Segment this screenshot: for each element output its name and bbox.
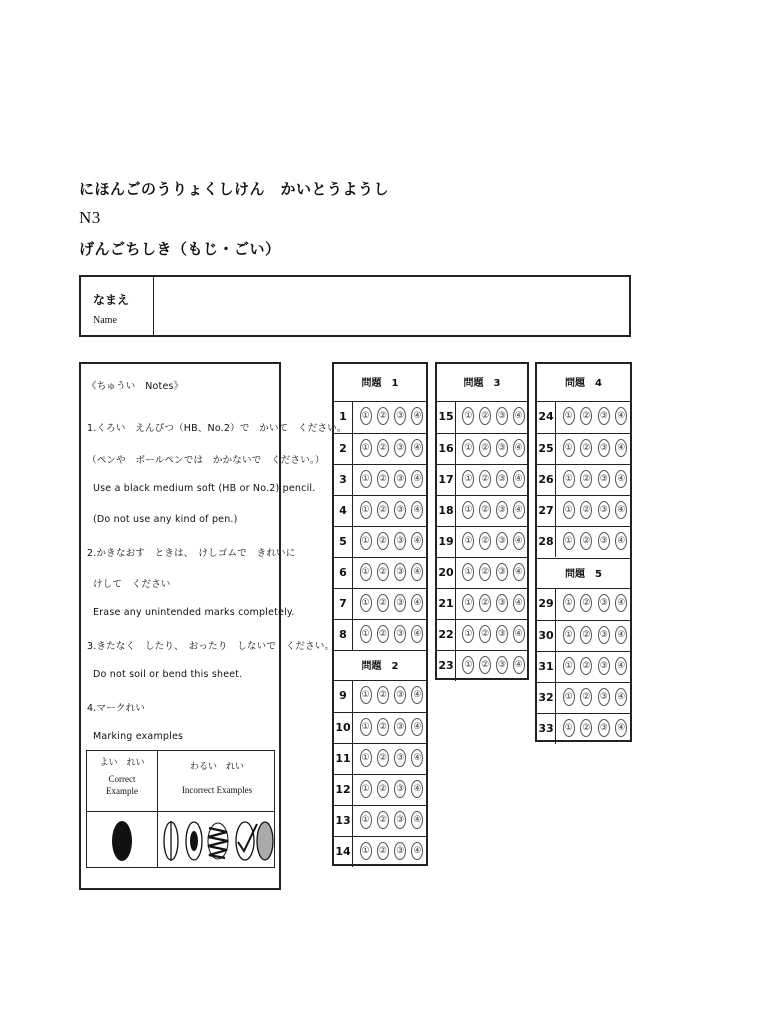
- answer-row: [334, 774, 426, 805]
- answer-bubble-2[interactable]: ②: [479, 625, 491, 643]
- answer-bubble-1[interactable]: ①: [360, 501, 372, 519]
- answer-row: [334, 464, 426, 495]
- answer-bubble-2[interactable]: ②: [377, 594, 389, 612]
- sheet-title: にほんごのうりょくしけん かいとうようし: [79, 180, 390, 198]
- question-number: 33: [537, 714, 556, 744]
- answer-bubble-4[interactable]: ④: [411, 470, 423, 488]
- answer-bubble-2[interactable]: ②: [580, 594, 592, 612]
- question-number: 22: [437, 620, 456, 650]
- question-number: 15: [437, 402, 456, 433]
- question-number: 13: [334, 806, 353, 836]
- answer-bubble-3[interactable]: ③: [496, 501, 508, 519]
- answer-row: [437, 402, 527, 433]
- answer-bubble-2[interactable]: ②: [479, 407, 491, 425]
- answer-bubble-2[interactable]: ②: [479, 656, 491, 674]
- incorrect-marks-icon: [161, 818, 275, 864]
- answer-bubble-4[interactable]: ④: [411, 686, 423, 704]
- answer-bubble-2[interactable]: ②: [479, 563, 491, 581]
- answer-bubble-2[interactable]: ②: [377, 780, 389, 798]
- answer-bubble-3[interactable]: ③: [394, 780, 406, 798]
- answer-row: [537, 682, 630, 713]
- answer-bubble-1[interactable]: ①: [563, 688, 575, 706]
- subject-label: げんごちしき（もじ・ごい）: [79, 240, 281, 258]
- answer-bubble-2[interactable]: ②: [377, 407, 389, 425]
- answer-bubble-1[interactable]: ①: [360, 625, 372, 643]
- answer-row: [334, 681, 426, 712]
- answer-bubble-3[interactable]: ③: [394, 625, 406, 643]
- answer-bubble-2[interactable]: ②: [580, 501, 592, 519]
- question-number: 18: [437, 496, 456, 526]
- answer-bubble-1[interactable]: ①: [462, 563, 474, 581]
- answer-bubble-4[interactable]: ④: [615, 439, 627, 457]
- answer-row: [537, 402, 630, 433]
- name-label-jp: なまえ: [93, 293, 130, 307]
- answer-bubble-2[interactable]: ②: [580, 407, 592, 425]
- question-number: 27: [537, 496, 556, 526]
- section-title: 問題 2: [334, 650, 426, 681]
- name-label-cell: [81, 277, 154, 335]
- answer-bubble-3[interactable]: ③: [394, 532, 406, 550]
- answer-bubble-1[interactable]: ①: [563, 439, 575, 457]
- answer-bubble-4[interactable]: ④: [615, 532, 627, 550]
- answer-bubble-4[interactable]: ④: [513, 656, 525, 674]
- answer-bubble-2[interactable]: ②: [580, 626, 592, 644]
- question-number: 4: [334, 496, 353, 526]
- answer-bubble-1[interactable]: ①: [462, 656, 474, 674]
- answer-bubble-4[interactable]: ④: [615, 657, 627, 675]
- answer-bubble-2[interactable]: ②: [580, 470, 592, 488]
- answer-bubble-1[interactable]: ①: [360, 749, 372, 767]
- answer-bubble-1[interactable]: ①: [360, 532, 372, 550]
- answer-bubble-1[interactable]: ①: [462, 594, 474, 612]
- question-number: 14: [334, 837, 353, 867]
- answer-bubble-4[interactable]: ④: [615, 688, 627, 706]
- question-number: 11: [334, 744, 353, 774]
- answer-bubble-4[interactable]: ④: [615, 501, 627, 519]
- answer-row: [334, 495, 426, 526]
- answer-bubble-3[interactable]: ③: [496, 532, 508, 550]
- answer-bubble-4[interactable]: ④: [513, 470, 525, 488]
- name-box: [79, 275, 631, 337]
- answer-bubble-2[interactable]: ②: [479, 594, 491, 612]
- answer-bubble-2[interactable]: ②: [377, 501, 389, 519]
- question-number: 30: [537, 621, 556, 651]
- note-line: 4.マークれい: [87, 703, 145, 714]
- good-example-en-2: Example: [106, 786, 138, 796]
- answer-bubble-2[interactable]: ②: [580, 532, 592, 550]
- answer-row: [537, 651, 630, 682]
- answer-row: [437, 588, 527, 619]
- answer-bubble-4[interactable]: ④: [411, 439, 423, 457]
- answer-row: [537, 433, 630, 464]
- answer-bubble-3[interactable]: ③: [394, 842, 406, 860]
- answer-bubble-4[interactable]: ④: [411, 811, 423, 829]
- note-line: （ペンや ボールペンでは かかないで ください。）: [87, 455, 325, 466]
- answer-bubble-4[interactable]: ④: [411, 563, 423, 581]
- answer-row: [437, 495, 527, 526]
- answer-row: [334, 805, 426, 836]
- bad-example-label: わるい れい: [189, 762, 244, 772]
- answer-bubble-1[interactable]: ①: [563, 657, 575, 675]
- bad-example-en: Incorrect Examples: [181, 785, 253, 795]
- answer-bubble-2[interactable]: ②: [377, 625, 389, 643]
- answer-bubble-4[interactable]: ④: [411, 718, 423, 736]
- section-mondai-1: [332, 362, 428, 866]
- answer-bubble-2[interactable]: ②: [377, 749, 389, 767]
- answer-bubble-2[interactable]: ②: [580, 439, 592, 457]
- question-number: 5: [334, 527, 353, 557]
- answer-bubble-1[interactable]: ①: [360, 842, 372, 860]
- answer-bubble-3[interactable]: ③: [394, 470, 406, 488]
- answer-bubble-3[interactable]: ③: [394, 594, 406, 612]
- marking-examples-table: [86, 750, 275, 868]
- question-number: 31: [537, 652, 556, 682]
- question-number: 1: [334, 402, 353, 433]
- question-number: 3: [334, 465, 353, 495]
- section-mondai-4: [535, 362, 632, 742]
- question-number: 25: [537, 434, 556, 464]
- question-number: 10: [334, 713, 353, 743]
- note-line: Use a black medium soft (HB or No.2) pencil.: [93, 483, 316, 494]
- answer-bubble-1[interactable]: ①: [563, 719, 575, 737]
- answer-bubble-1[interactable]: ①: [563, 594, 575, 612]
- note-line: Erase any unintended marks completely.: [93, 607, 295, 618]
- answer-bubble-4[interactable]: ④: [411, 407, 423, 425]
- note-line: Marking examples: [93, 731, 184, 742]
- answer-bubble-4[interactable]: ④: [615, 407, 627, 425]
- question-number: 20: [437, 558, 456, 588]
- answer-bubble-2[interactable]: ②: [377, 532, 389, 550]
- answer-bubble-3[interactable]: ③: [394, 439, 406, 457]
- name-field[interactable]: [154, 277, 629, 335]
- answer-bubble-3[interactable]: ③: [496, 656, 508, 674]
- question-number: 28: [537, 527, 556, 557]
- answer-row: [437, 526, 527, 557]
- question-number: 17: [437, 465, 456, 495]
- answer-bubble-1[interactable]: ①: [360, 718, 372, 736]
- answer-bubble-1[interactable]: ①: [360, 780, 372, 798]
- answer-row: [437, 557, 527, 588]
- answer-bubble-1[interactable]: ①: [360, 439, 372, 457]
- answer-bubble-2[interactable]: ②: [377, 563, 389, 581]
- answer-bubble-3[interactable]: ③: [394, 718, 406, 736]
- question-number: 29: [537, 589, 556, 620]
- question-number: 2: [334, 434, 353, 464]
- answer-bubble-1[interactable]: ①: [462, 625, 474, 643]
- answer-bubble-3[interactable]: ③: [394, 686, 406, 704]
- answer-bubble-1[interactable]: ①: [360, 686, 372, 704]
- answer-bubble-4[interactable]: ④: [411, 594, 423, 612]
- answer-bubble-1[interactable]: ①: [462, 501, 474, 519]
- answer-bubble-4[interactable]: ④: [411, 780, 423, 798]
- answer-bubble-4[interactable]: ④: [615, 626, 627, 644]
- answer-bubble-2[interactable]: ②: [479, 501, 491, 519]
- good-example-en-1: Correct: [108, 774, 136, 784]
- answer-bubble-4[interactable]: ④: [411, 625, 423, 643]
- level-label: N3: [79, 208, 101, 227]
- answer-bubble-4[interactable]: ④: [615, 719, 627, 737]
- answer-bubble-2[interactable]: ②: [377, 842, 389, 860]
- answer-bubble-2[interactable]: ②: [580, 688, 592, 706]
- question-number: 19: [437, 527, 456, 557]
- answer-bubble-4[interactable]: ④: [513, 439, 525, 457]
- answer-bubble-4[interactable]: ④: [513, 532, 525, 550]
- answer-bubble-1[interactable]: ①: [563, 501, 575, 519]
- section-title: 問題 3: [437, 364, 527, 402]
- note-line: 2.かきなおす ときは、 けしゴムで きれいに: [87, 548, 296, 559]
- answer-bubble-2[interactable]: ②: [377, 470, 389, 488]
- answer-row: [334, 836, 426, 867]
- answer-row: [334, 619, 426, 650]
- answer-bubble-4[interactable]: ④: [513, 501, 525, 519]
- answer-bubble-4[interactable]: ④: [615, 594, 627, 612]
- answer-bubble-3[interactable]: ③: [598, 501, 610, 519]
- question-number: 32: [537, 683, 556, 713]
- answer-bubble-3[interactable]: ③: [598, 657, 610, 675]
- note-line: Do not soil or bend this sheet.: [93, 669, 243, 680]
- answer-row: [334, 588, 426, 619]
- answer-bubble-4[interactable]: ④: [615, 470, 627, 488]
- section-title: 問題 1: [334, 364, 426, 402]
- section-mondai-3: [435, 362, 529, 680]
- answer-bubble-1[interactable]: ①: [360, 811, 372, 829]
- answer-bubble-2[interactable]: ②: [580, 657, 592, 675]
- answer-bubble-4[interactable]: ④: [513, 407, 525, 425]
- question-number: 23: [437, 651, 456, 681]
- section-title: 問題 5: [537, 558, 630, 589]
- answer-bubble-4[interactable]: ④: [513, 563, 525, 581]
- answer-bubble-3[interactable]: ③: [496, 563, 508, 581]
- answer-bubble-3[interactable]: ③: [598, 407, 610, 425]
- answer-bubble-4[interactable]: ④: [411, 501, 423, 519]
- answer-row: [437, 619, 527, 650]
- answer-bubble-4[interactable]: ④: [513, 594, 525, 612]
- answer-row: [537, 620, 630, 651]
- answer-bubble-4[interactable]: ④: [411, 842, 423, 860]
- name-label-en: Name: [93, 315, 117, 326]
- answer-row: [334, 743, 426, 774]
- answer-bubble-2[interactable]: ②: [377, 718, 389, 736]
- answer-bubble-2[interactable]: ②: [377, 686, 389, 704]
- note-line: 3.きたなく したり、 おったり しないで ください。: [87, 641, 335, 652]
- question-number: 24: [537, 402, 556, 433]
- answer-bubble-1[interactable]: ①: [563, 626, 575, 644]
- question-number: 16: [437, 434, 456, 464]
- answer-bubble-2[interactable]: ②: [580, 719, 592, 737]
- question-number: 12: [334, 775, 353, 805]
- note-line: (Do not use any kind of pen.): [93, 514, 238, 525]
- section-title: 問題 4: [537, 364, 630, 402]
- answer-bubble-3[interactable]: ③: [394, 563, 406, 581]
- answer-row: [437, 650, 527, 681]
- answer-row: [334, 557, 426, 588]
- answer-bubble-2[interactable]: ②: [479, 470, 491, 488]
- question-number: 9: [334, 681, 353, 712]
- answer-bubble-3[interactable]: ③: [598, 532, 610, 550]
- answer-row: [334, 526, 426, 557]
- answer-bubble-1[interactable]: ①: [360, 407, 372, 425]
- answer-bubble-3[interactable]: ③: [394, 501, 406, 519]
- answer-bubble-3[interactable]: ③: [598, 688, 610, 706]
- answer-bubble-1[interactable]: ①: [563, 470, 575, 488]
- answer-bubble-3[interactable]: ③: [496, 594, 508, 612]
- answer-bubble-3[interactable]: ③: [496, 470, 508, 488]
- answer-bubble-2[interactable]: ②: [479, 532, 491, 550]
- answer-bubble-1[interactable]: ①: [462, 532, 474, 550]
- answer-bubble-3[interactable]: ③: [394, 749, 406, 767]
- answer-bubble-1[interactable]: ①: [563, 532, 575, 550]
- note-line: 1.くろい えんぴつ（HB、No.2）で かいて ください。: [87, 423, 347, 434]
- answer-row: [334, 433, 426, 464]
- answer-bubble-3[interactable]: ③: [394, 407, 406, 425]
- answer-bubble-3[interactable]: ③: [496, 407, 508, 425]
- answer-bubble-3[interactable]: ③: [598, 626, 610, 644]
- notes-heading: 《ちゅうい Notes》: [87, 381, 184, 392]
- question-number: 8: [334, 620, 353, 650]
- question-number: 6: [334, 558, 353, 588]
- answer-bubble-3[interactable]: ③: [496, 439, 508, 457]
- question-number: 7: [334, 589, 353, 619]
- question-number: 26: [537, 465, 556, 495]
- answer-bubble-1[interactable]: ①: [462, 439, 474, 457]
- answer-bubble-3[interactable]: ③: [496, 625, 508, 643]
- good-example-label: よい れい: [99, 758, 145, 768]
- answer-row: [537, 713, 630, 744]
- answer-bubble-4[interactable]: ④: [411, 749, 423, 767]
- answer-bubble-3[interactable]: ③: [598, 594, 610, 612]
- answer-row: [537, 589, 630, 620]
- answer-row: [537, 526, 630, 557]
- answer-bubble-3[interactable]: ③: [598, 719, 610, 737]
- answer-bubble-2[interactable]: ②: [377, 439, 389, 457]
- answer-bubble-4[interactable]: ④: [513, 625, 525, 643]
- answer-row: [537, 495, 630, 526]
- answer-bubble-3[interactable]: ③: [394, 811, 406, 829]
- answer-bubble-1[interactable]: ①: [462, 407, 474, 425]
- answer-row: [334, 712, 426, 743]
- answer-bubble-1[interactable]: ①: [360, 470, 372, 488]
- filled-oval-icon: [109, 818, 135, 864]
- answer-row: [437, 433, 527, 464]
- answer-bubble-3[interactable]: ③: [598, 439, 610, 457]
- answer-bubble-1[interactable]: ①: [360, 563, 372, 581]
- answer-bubble-4[interactable]: ④: [411, 532, 423, 550]
- answer-bubble-2[interactable]: ②: [479, 439, 491, 457]
- note-line: けして ください: [93, 579, 171, 590]
- answer-bubble-3[interactable]: ③: [598, 470, 610, 488]
- answer-row: [437, 464, 527, 495]
- answer-row: [334, 402, 426, 433]
- question-number: 21: [437, 589, 456, 619]
- answer-bubble-1[interactable]: ①: [563, 407, 575, 425]
- answer-row: [537, 464, 630, 495]
- answer-bubble-1[interactable]: ①: [462, 470, 474, 488]
- answer-bubble-1[interactable]: ①: [360, 594, 372, 612]
- answer-bubble-2[interactable]: ②: [377, 811, 389, 829]
